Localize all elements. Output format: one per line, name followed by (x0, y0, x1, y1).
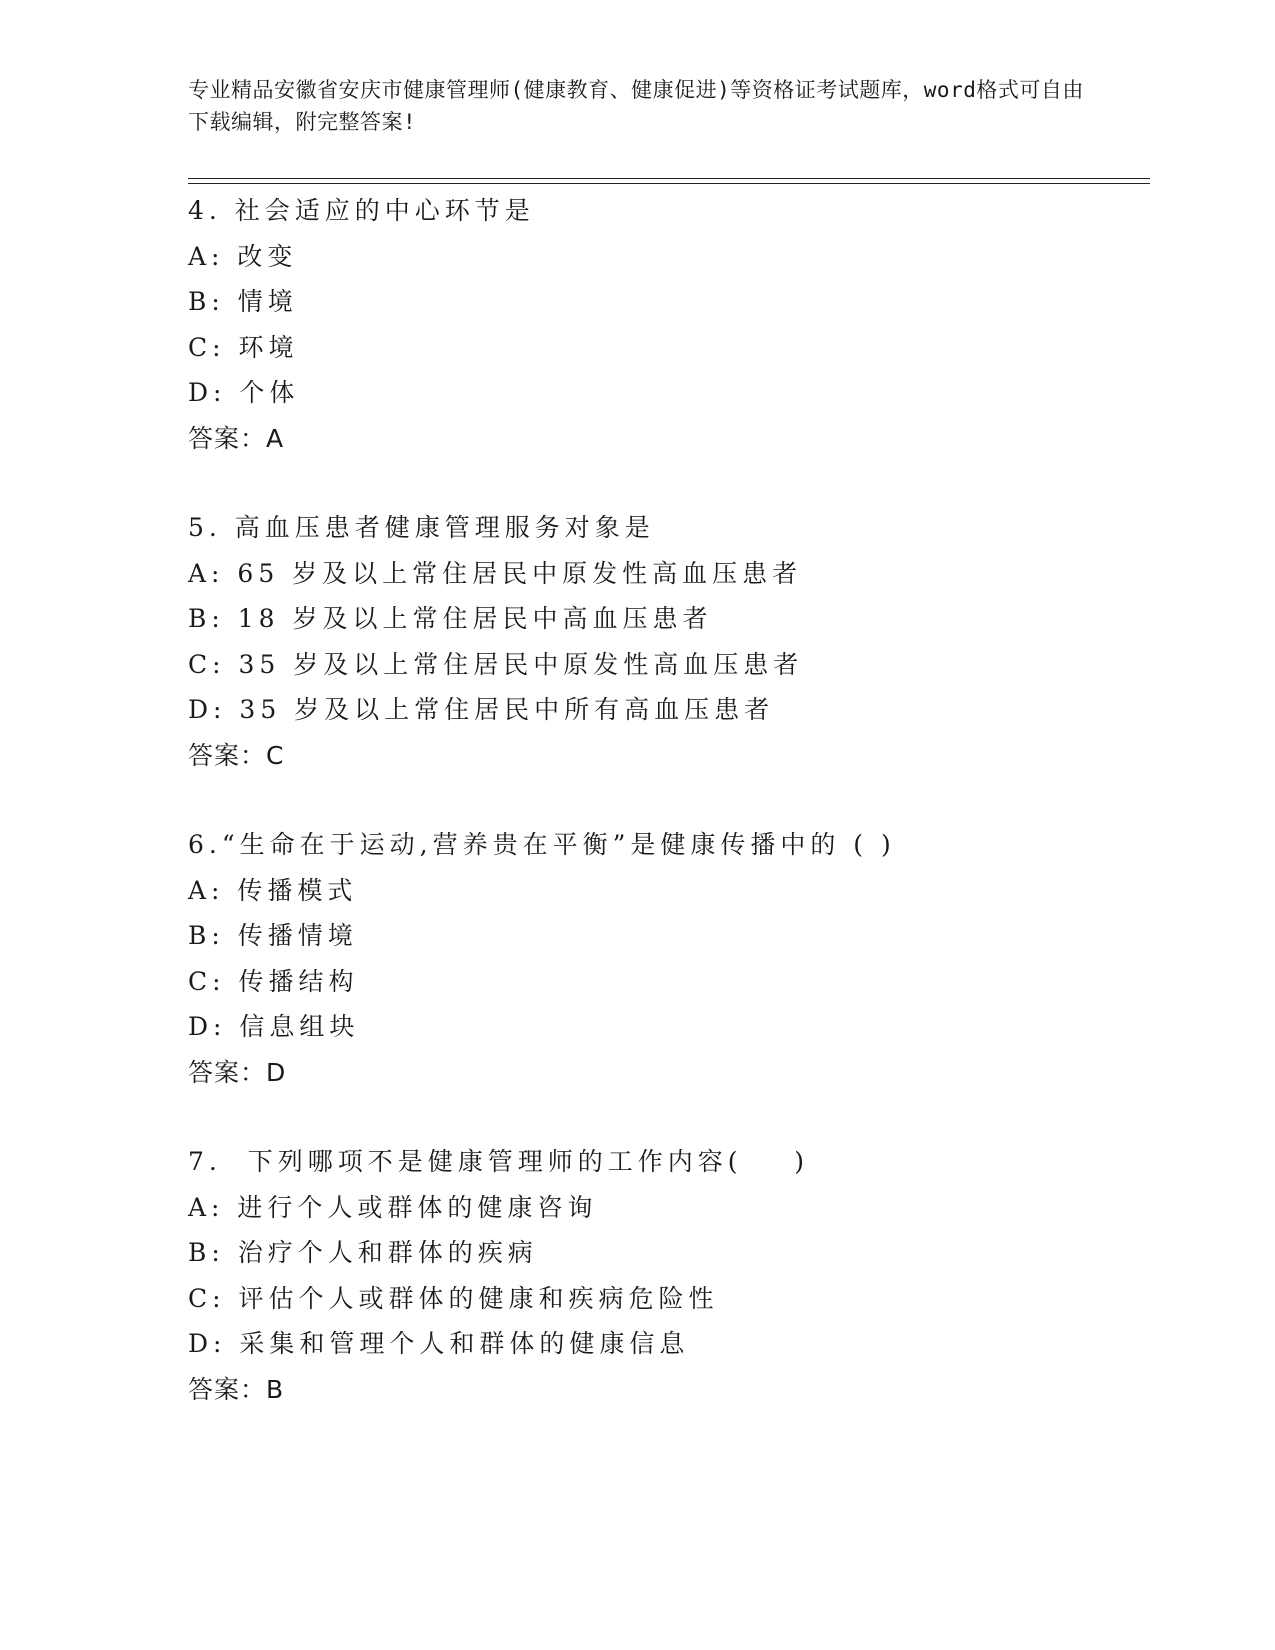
option-b: B: 传播情境 (188, 921, 358, 950)
option-d: D: 采集和管理个人和群体的健康信息 (188, 1329, 690, 1358)
question-stem: 5. 高血压患者健康管理服务对象是 (188, 513, 655, 542)
option-b: B: 18 岁及以上常住居民中高血压患者 (188, 604, 713, 633)
option-d: D: 信息组块 (188, 1012, 360, 1041)
question-stem: 6.“生命在于运动,营养贵在平衡”是健康传播中的 ( ) (188, 830, 896, 859)
option-d: D: 35 岁及以上常住居民中所有高血压患者 (188, 695, 775, 724)
option-c: C: 环境 (188, 332, 299, 362)
option-a: A: 进行个人或群体的健康咨询 (188, 1192, 598, 1222)
option-a: A: 65 岁及以上常住居民中原发性高血压患者 (188, 558, 803, 588)
header-divider-top (188, 178, 1150, 179)
answer-line: 答案：A (188, 423, 285, 453)
question-item (188, 188, 1148, 461)
question-stem: 4. 社会适应的中心环节是 (188, 196, 535, 225)
answer-line: 答案：C (188, 740, 285, 770)
option-c: C: 评估个人或群体的健康和疾病危险性 (188, 1283, 719, 1313)
option-c: C: 传播结构 (188, 966, 359, 996)
answer-line: 答案：B (188, 1374, 285, 1404)
document-header: 专业精品安徽省安庆市健康管理师(健康教育、健康促进)等资格证考试题库，word格式可自由下载编辑，附完整答案! (188, 78, 1084, 134)
option-c: C: 35 岁及以上常住居民中原发性高血压患者 (188, 649, 804, 679)
option-a: A: 改变 (188, 241, 298, 271)
option-b: B: 治疗个人和群体的疾病 (188, 1238, 538, 1267)
option-d: D: 个体 (188, 378, 300, 407)
question-item (188, 505, 1148, 778)
option-b: B: 情境 (188, 287, 298, 316)
question-item (188, 822, 1148, 1095)
option-a: A: 传播模式 (188, 875, 358, 905)
question-list (188, 188, 1148, 1456)
question-stem: 7. 下列哪项不是健康管理师的工作内容( ) (188, 1147, 810, 1176)
header-divider-bottom (188, 183, 1150, 184)
answer-line: 答案：D (188, 1057, 287, 1087)
question-item (188, 1139, 1148, 1412)
